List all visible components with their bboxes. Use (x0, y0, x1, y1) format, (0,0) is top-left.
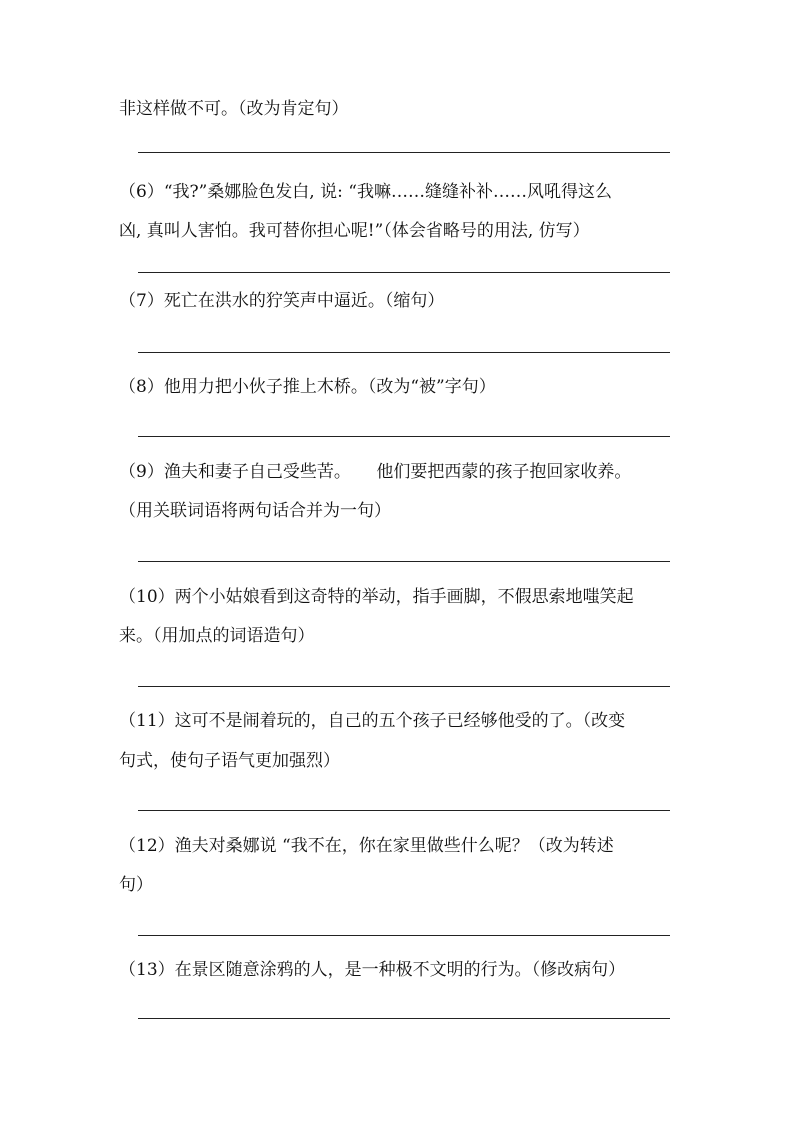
q13-text: （13）在景区随意涂鸦的人，是一种极不文明的行为。（修改病句） (119, 960, 626, 980)
q9-text-line1: （9）渔夫和妻子自己受些苦。 他们要把西蒙的孩子抱回家收养。 (119, 462, 632, 482)
q6-text-line2: 凶, 真叫人害怕。我可替你担心呢!”（体会省略号的用法, 仿写） (119, 221, 590, 241)
answer-line-q9 (138, 561, 670, 562)
answer-line-q6 (138, 272, 670, 273)
q6-text-line1: （6）“我?”桑娜脸色发白, 说: “我嘛……缝缝补补……风吼得这么 (119, 182, 612, 202)
answer-line-q11 (138, 810, 670, 811)
q8-text: （8）他用力把小伙子推上木桥。（改为“被”字句） (119, 377, 496, 397)
answer-line-q10 (138, 686, 670, 687)
answer-line-q8 (138, 436, 670, 437)
answer-line-q7 (138, 352, 670, 353)
answer-line-q5 (138, 152, 670, 153)
q5-text: 非这样做不可。（改为肯定句） (119, 99, 349, 119)
answer-line-q12 (138, 935, 670, 936)
q12-text-line1: （12）渔夫对桑娜说 “我不在，你在家里做些什么呢？（改为转述 (119, 836, 614, 856)
q11-text-line1: （11）这可不是闹着玩的，自己的五个孩子已经够他受的了。（改变 (119, 711, 626, 731)
q10-text-line1: （10）两个小姑娘看到这奇特的举动，指手画脚，不假思索地嗤笑起 (119, 587, 634, 607)
q9-text-line2: （用关联词语将两句话合并为一句） (119, 501, 391, 521)
q11-text-line2: 句式，使句子语气更加强烈） (119, 751, 340, 771)
q7-text: （7）死亡在洪水的狞笑声中逼近。（缩句） (119, 291, 445, 311)
q12-text-line2: 句） (119, 875, 153, 895)
q10-text-line2: 来。（用加点的词语造句） (119, 626, 315, 646)
answer-line-q13 (138, 1018, 670, 1019)
